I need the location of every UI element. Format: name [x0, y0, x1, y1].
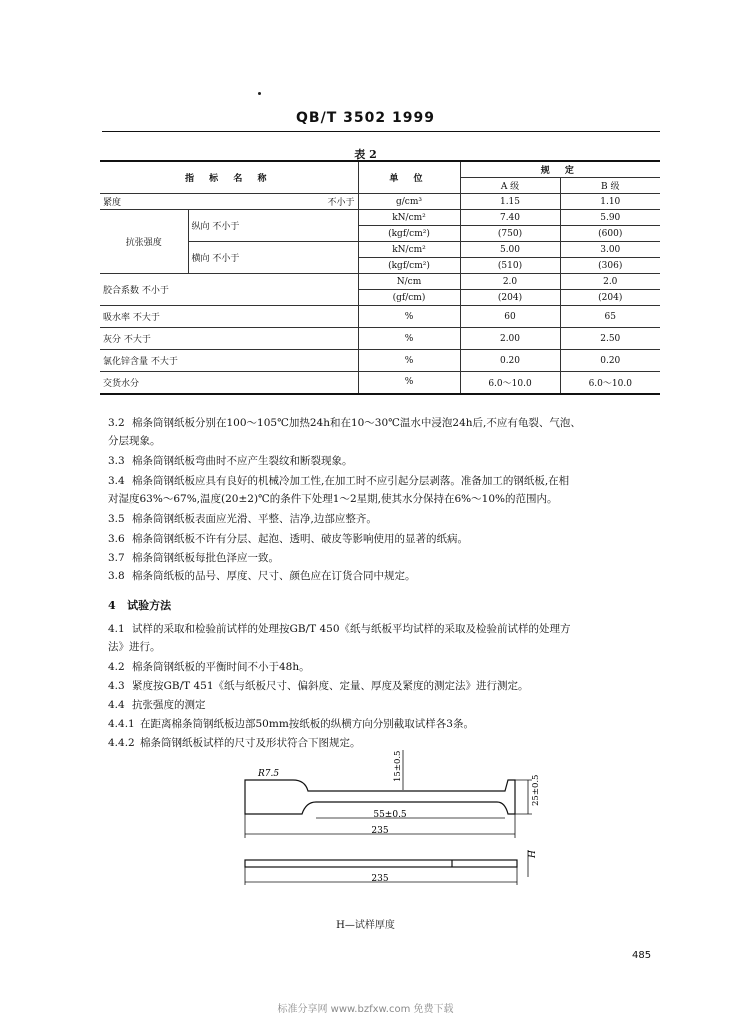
row-condition: 不小于 [327, 198, 355, 208]
row-unit: N/cm [358, 274, 460, 290]
clause-text: 紧度按GB/T 451《纸与纸板尺寸、偏斜度、定量、厚度及紧度的测定法》进行测定。 [132, 680, 529, 692]
table-caption: 表 2 [354, 148, 377, 161]
row-unit: (kgf/cm²) [358, 226, 460, 242]
row-value-a: (204) [460, 290, 560, 306]
row-value-a: (510) [460, 258, 560, 274]
row-value-b: 5.90 [560, 210, 660, 226]
row-unit: (gf/cm) [358, 290, 460, 306]
row-value-b: 6.0～10.0 [560, 372, 660, 394]
clause-number: 4.4.1 [108, 718, 135, 730]
clause-number: 4.3 [108, 680, 125, 692]
clause-text: 棉条筒钢纸板表面应光滑、平整、洁净,边部应整齐。 [132, 513, 377, 525]
clause-number: 3.5 [108, 513, 125, 525]
row-value-a: 5.00 [460, 242, 560, 258]
clause-number: 3.6 [108, 533, 125, 545]
label-15: 15±0.5 [393, 750, 403, 782]
header-indicator: 指 标 名 称 [100, 161, 358, 194]
row-unit: % [358, 328, 460, 350]
row-value-a: 60 [460, 306, 560, 328]
clause-text-cont: 法》进行。 [108, 641, 161, 653]
row-value-b: 0.20 [560, 350, 660, 372]
header-grade-b: B 级 [560, 178, 660, 194]
header-unit: 单 位 [358, 161, 460, 194]
clause-number: 3.4 [108, 475, 125, 487]
clause-text: 棉条筒钢纸板不许有分层、起泡、透明、破皮等影响使用的显著的纸病。 [132, 533, 468, 545]
section-title: 试验方法 [127, 599, 172, 612]
row-name: 吸水率 不大于 [100, 306, 358, 328]
row-sub-transverse: 横向 不小于 [188, 242, 358, 274]
clause-text: 棉条筒钢纸板分别在100～105℃加热24h和在10～30℃温水中浸泡24h后,不应有龟裂、气泡、 [132, 417, 581, 429]
clause-text: 抗张强度的测定 [132, 699, 206, 711]
clause-text-cont: 分层现象。 [108, 435, 161, 447]
clause-text: 棉条筒钢纸板每批色泽应一致。 [132, 552, 279, 564]
row-value-a: 2.0 [460, 274, 560, 290]
clause-number: 3.2 [108, 417, 125, 429]
row-value-a: 7.40 [460, 210, 560, 226]
clause-text: 在距离棉条筒钢纸板边部50mm按纸板的纵横方向分别截取试样各3条。 [140, 718, 474, 730]
row-unit: % [358, 306, 460, 328]
section-number: 4 [108, 599, 116, 612]
row-value-b: (204) [560, 290, 660, 306]
header-grade-a: A 级 [460, 178, 560, 194]
label-radius: R7.5 [258, 769, 280, 779]
row-name: 灰分 不大于 [100, 328, 358, 350]
clause-text: 棉条筒纸板的品号、厚度、尺寸、颜色应在订货合同中规定。 [132, 570, 416, 582]
clause-text: 棉条筒钢纸板的平衡时间不小于48h。 [132, 661, 310, 673]
row-value-b: 2.0 [560, 274, 660, 290]
row-value-a: (750) [460, 226, 560, 242]
row-unit: % [358, 372, 460, 394]
clause-text: 试样的采取和检验前试样的处理按GB/T 450《纸与纸板平均试样的采取及检验前试样的处理方 [132, 623, 571, 635]
footer-watermark: 标准分享网 www.bzfxw.com 免费下载 [277, 1004, 454, 1015]
clause-number: 3.8 [108, 570, 125, 582]
row-name: 胶合系数 不小于 [100, 274, 358, 306]
page-number: 485 [632, 950, 652, 961]
label-235-top: 235 [371, 826, 389, 836]
clause-text-cont: 对湿度63%～67%,温度(20±2)℃的条件下处理1～2星期,使其水分保持在6%～10%的范围内。 [108, 493, 558, 505]
clause-number: 4.1 [108, 623, 125, 635]
clause-text: 棉条筒钢纸板试样的尺寸及形状符合下图规定。 [140, 737, 361, 749]
row-value-b: 65 [560, 306, 660, 328]
row-value-b: 3.00 [560, 242, 660, 258]
row-value-b: (600) [560, 226, 660, 242]
row-value-b: 2.50 [560, 328, 660, 350]
row-unit: kN/cm² [358, 210, 460, 226]
standard-number: QB/T 3502 1999 [296, 110, 435, 126]
row-name: 抗张强度 [100, 210, 188, 274]
specimen-outline [245, 780, 515, 814]
clause-text: 棉条筒钢纸板应具有良好的机械冷加工性,在加工时不应引起分层剥落。准备加工的钢纸板,在相 [132, 475, 570, 487]
clause-number: 4.4 [108, 699, 125, 711]
row-value-a: 6.0～10.0 [460, 372, 560, 394]
label-235-bottom: 235 [371, 874, 389, 884]
row-value-a: 2.00 [460, 328, 560, 350]
label-25: 25±0.5 [531, 774, 541, 806]
row-value-a: 1.15 [460, 194, 560, 210]
specimen-side-view [245, 860, 517, 867]
row-name: 交货水分 [100, 372, 358, 394]
row-unit: % [358, 350, 460, 372]
row-value-b: 1.10 [560, 194, 660, 210]
row-value-b: (306) [560, 258, 660, 274]
clause-text: 棉条筒钢纸板弯曲时不应产生裂纹和断裂现象。 [132, 455, 353, 467]
clause-number: 3.7 [108, 552, 125, 564]
clause-number: 4.4.2 [108, 737, 135, 749]
label-55: 55±0.5 [373, 810, 407, 820]
row-sub-longitudinal: 纵向 不小于 [188, 210, 358, 242]
clause-number: 4.2 [108, 661, 125, 673]
header-spec: 规 定 [460, 161, 660, 178]
row-unit: (kgf/cm²) [358, 258, 460, 274]
row-name: 氯化锌含量 不大于 [100, 350, 358, 372]
clause-number: 3.3 [108, 455, 125, 467]
row-unit: g/cm³ [358, 194, 460, 210]
figure-caption: H—试样厚度 [336, 920, 395, 931]
label-h: H [528, 850, 538, 858]
row-value-a: 0.20 [460, 350, 560, 372]
row-unit: kN/cm² [358, 242, 460, 258]
row-name: 紧度 [103, 198, 122, 208]
